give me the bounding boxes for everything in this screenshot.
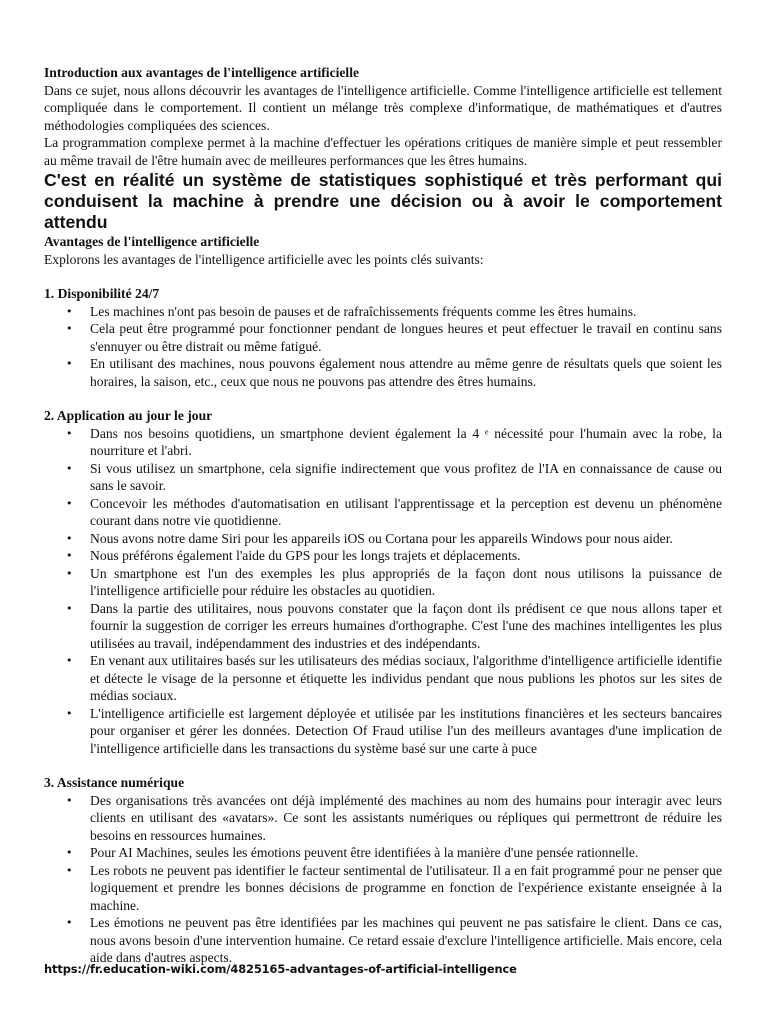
section-availability: [44, 285, 722, 390]
list-item: [44, 547, 722, 565]
list-item: [44, 303, 722, 321]
list-item-text: Les émotions ne peuvent pas être identifiées par les machines qui peuvent ne pas satisfaire le client. Dans ce cas, nous avons besoin d'une intervention humaine. Ce retard essaie d'exclure l'intelligence artificielle. Mais encore, cela aide dans d'autres aspects.: [90, 915, 722, 965]
section-daily-application: [44, 407, 722, 757]
list-item: [44, 320, 722, 355]
bullet-icon: •: [66, 654, 73, 667]
bullet-icon: •: [66, 601, 73, 615]
bullet-icon: •: [66, 566, 73, 580]
list-item-text: Nous avons notre dame Siri pour les appareils iOS ou Cortana pour les appareils Windows pour nous aider.: [90, 530, 673, 546]
bullet-icon: •: [66, 706, 73, 720]
bullet-icon: •: [66, 863, 73, 877]
list-item: [44, 600, 722, 653]
bullet-icon: •: [66, 496, 73, 510]
list-item: [44, 425, 722, 460]
advantages-title: Avantages de l'intelligence artificielle: [44, 234, 260, 249]
bullet-icon: •: [66, 461, 73, 475]
list-item-text: En utilisant des machines, nous pouvons également nous attendre au même genre de résultats quels que soient les horaires, la saison, etc., ceux que nous ne pouvons pas attendre des êtres humains.: [90, 356, 722, 389]
list-item-text: Les robots ne peuvent pas identifier le facteur sentimental de l'utilisateur. Il a en fait programmé pour ne penser que logiquement et prendre les bonnes décisions de programme en fonction de l'expérience existante enseignée à la machine.: [90, 862, 722, 913]
source-url: https://fr.education-wiki.com/4825165-advantages-of-artificial-intelligence: [44, 962, 517, 976]
bullet-icon: •: [66, 531, 73, 545]
bullet-icon: •: [66, 322, 73, 335]
list-item: [44, 652, 722, 705]
list-item-text: Si vous utilisez un smartphone, cela signifie indirectement que vous profitez de l'IA en connaissance de cause ou sans le savoir.: [90, 460, 722, 493]
list-item-text: En venant aux utilitaires basés sur les utilisateurs des médias sociaux, l'algorithme d'intelligence artificielle identifie et détecte le visage de la personne et étiquette les individus pendant que nous publions les photos sur les sites de médias sociaux.: [90, 653, 722, 703]
list-item-text: Nous préférons également l'aide du GPS pour les longs trajets et déplacements.: [90, 548, 521, 563]
list-item: [44, 844, 722, 862]
list-item: [44, 495, 722, 530]
list-item: [44, 862, 722, 915]
bullet-icon: •: [66, 793, 73, 807]
bullet-icon: •: [66, 846, 73, 859]
bullet-list: [44, 792, 722, 967]
bullet-list: [44, 425, 722, 758]
list-item-text: Les machines n'ont pas besoin de pauses et de rafraîchissements fréquents comme les êtres humains.: [90, 303, 637, 319]
list-item-text: Des organisations très avancées ont déjà implémenté des machines au nom des humains pour interagir avec leurs clients en utilisant des «avatars». Ce sont les assistants numériques ou répliques qui permettront de réduire les besoins en ressources humaines.: [90, 792, 722, 843]
list-item-text: Dans la partie des utilitaires, nous pouvons constater que la façon dont ils prédisent ce que nous allons taper et fournir la suggestion de corriger les erreurs humaines d'orthographe. C'est l'une des machines intelligentes les plus utilisées au travail, indépendamment des industries et des indépendants.: [90, 600, 722, 651]
advantages-lead: Explorons les avantages de l'intelligence artificielle avec les points clés suivants:: [44, 251, 484, 267]
intro-paragraph-1: Dans ce sujet, nous allons découvrir les avantages de l'intelligence artificielle. Comme l'intelligence artificielle est tellement compliquée dans le comportement. Il contient un mélange très complexe d'informatique, de mathématiques et d'autres méthodologies compliquées des sciences.: [44, 82, 722, 133]
list-item: [44, 530, 722, 548]
section-title: 2. Application au jour le jour: [44, 408, 213, 423]
list-item-text: Pour AI Machines, seules les émotions peuvent être identifiées à la manière d'une pensée rationnelle.: [90, 845, 639, 860]
bullet-icon: •: [66, 304, 73, 318]
list-item: [44, 705, 722, 758]
list-item-text: Cela peut être programmé pour fonctionner pendant de longues heures et peut effectuer le travail en continu sans s'ennuyer ou être distrait ou même fatigué.: [90, 321, 722, 354]
bullet-icon: •: [66, 916, 73, 929]
section-title: 1. Disponibilité 24/7: [44, 286, 160, 301]
list-item: [44, 565, 722, 600]
list-item-text: Un smartphone est l'un des exemples les plus appropriés de la façon dont nous utilisons la puissance de l'intelligence artificielle pour réduire les obstacles au quotidien.: [90, 565, 722, 598]
list-item: [44, 792, 722, 845]
bullet-list: [44, 303, 722, 391]
list-item-text: L'intelligence artificielle est largement déployée et utilisée par les institutions financières et les secteurs bancaires pour organiser et gérer les données. Detection Of Fraud utilise l'un des meilleurs avantages d'une implication de l'intelligence artificielle dans les transactions du système basé sur une carte à puce: [90, 705, 722, 756]
list-item: [44, 355, 722, 390]
intro-paragraph-2: La programmation complexe permet à la machine d'effectuer les opérations critiques de manière simple et peut ressembler au même travail de l'être humain avec de meilleures performances que les êtres humains.: [44, 135, 722, 168]
list-item: [44, 914, 722, 967]
bullet-icon: •: [66, 357, 73, 370]
section-title: 3. Assistance numérique: [44, 775, 185, 790]
section-digital-assistance: [44, 774, 722, 967]
intro-title: Introduction aux avantages de l'intelligence artificielle: [44, 65, 360, 80]
list-item-text: Concevoir les méthodes d'automatisation en utilisant l'apprentissage et la perception est devenu un phénomène courant dans notre vie quotidienne.: [90, 495, 722, 528]
key-statement: C'est en réalité un système de statistiques sophistiqué et très performant qui conduisent la machine à prendre une décision ou à avoir le comportement attendu: [44, 170, 722, 232]
bullet-icon: •: [66, 549, 73, 562]
bullet-icon: •: [66, 426, 73, 440]
list-item: [44, 460, 722, 495]
list-item-text: Dans nos besoins quotidiens, un smartphone devient également la 4 ᵉ nécessité pour l'humain avec la robe, la nourriture et l'abri.: [90, 425, 722, 458]
